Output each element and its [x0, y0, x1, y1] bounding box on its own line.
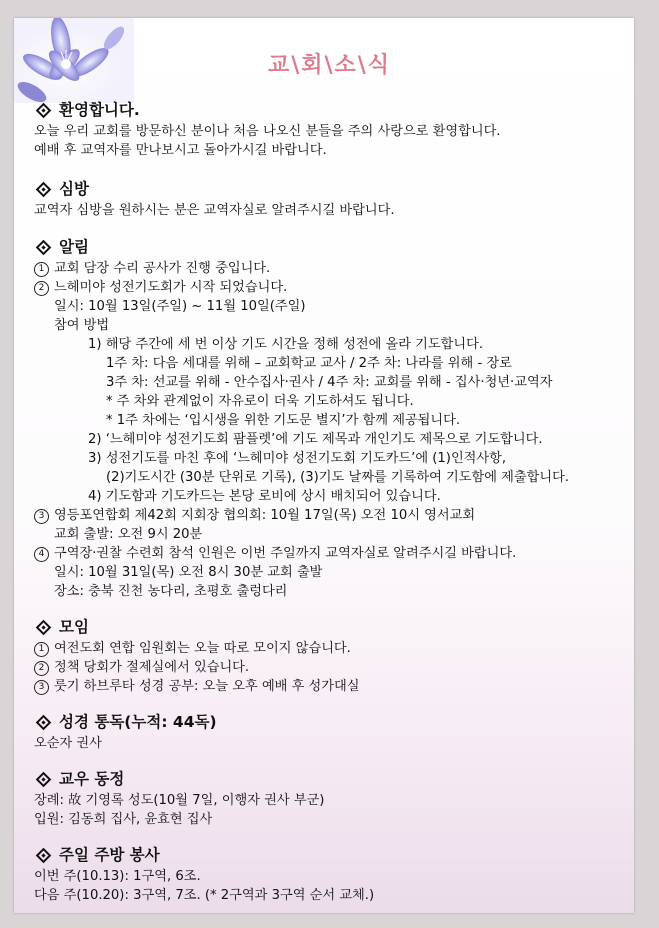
section-heading: 교우 동정	[59, 770, 125, 788]
text-line: 4) 기도함과 기도카드는 본당 로비에 상시 배치되어 있습니다.	[88, 489, 441, 504]
text-line: 장례: 故 기영록 성도(10월 7일, 이행자 권사 부군)	[34, 793, 325, 808]
page-title: 교\회\소\식	[267, 52, 392, 78]
text-line: 다음 주(10.20): 3구역, 7조. (* 2구역과 3구역 순서 교체.)	[34, 888, 375, 903]
text-line: 이번 주(10.13): 1구역, 6조.	[34, 869, 201, 884]
diamond-bullet-icon	[36, 239, 52, 255]
list-item: 2 정책 당회가 절제실에서 있습니다.	[34, 658, 634, 677]
circled-number: 1	[34, 642, 49, 657]
section-welcome	[34, 98, 634, 160]
section-heading: 환영합니다.	[59, 101, 140, 119]
text-line: * 주 차와 관계없이 자유로이 더욱 기도하셔도 됩니다.	[106, 394, 414, 409]
list-item: 1 여전도회 연합 임원회는 오늘 따로 모이지 않습니다.	[34, 639, 634, 658]
list-item: 1 교회 담장 수리 공사가 진행 중입니다.	[34, 259, 634, 278]
text-line: 3) 성전기도를 마친 후에 ‘느헤미야 성전기도회 기도카드’에 (1)인적사항,	[88, 451, 507, 466]
text-line: 교역자 심방을 원하시는 분은 교역자실로 알려주시길 바랍니다.	[34, 203, 395, 218]
section-heading: 알림	[59, 238, 89, 256]
text-line: (2)기도시간 (30분 단위로 기록), (3)기도 날짜를 기록하여 기도함에 제출합니다.	[106, 470, 570, 485]
text-line: 오순자 권사	[34, 736, 102, 751]
diamond-bullet-icon	[36, 771, 52, 787]
circled-number: 3	[34, 680, 49, 695]
list-item: 4 구역장·권찰 수련회 참석 인원은 이번 주일까지 교역자실로 알려주시길 바랍니다.	[34, 544, 634, 563]
section-heading: 모임	[59, 618, 89, 636]
section-notice	[34, 235, 634, 601]
text-line: 장소: 충북 진천 농다리, 초평호 출렁다리	[54, 584, 288, 599]
text-line: * 1주 차에는 ‘입시생을 위한 기도문 별지’가 함께 제공됩니다.	[106, 413, 461, 428]
list-item: 3 룻기 하브루타 성경 공부: 오늘 오후 예배 후 성가대실	[34, 677, 634, 696]
circled-number: 2	[34, 661, 49, 676]
section-visit	[34, 177, 634, 220]
text-line: 예배 후 교역자를 만나보시고 돌아가시길 바랍니다.	[34, 143, 327, 158]
section-kitchen-service	[34, 843, 634, 905]
text-line: 참여 방법	[54, 318, 110, 333]
section-heading: 성경 통독(누적: 44독)	[59, 713, 217, 731]
bulletin-content	[34, 98, 634, 905]
diamond-bullet-icon	[36, 102, 52, 118]
diamond-bullet-icon	[36, 619, 52, 635]
text-line: 입원: 김동희 집사, 윤효현 집사	[34, 812, 213, 827]
section-meeting	[34, 615, 634, 696]
section-heading: 심방	[59, 180, 89, 198]
diamond-bullet-icon	[36, 181, 52, 197]
circled-number: 2	[34, 281, 49, 296]
text-line: 일시: 10월 31일(목) 오전 8시 30분 교회 출발	[54, 565, 323, 580]
section-heading: 주일 주방 봉사	[59, 846, 160, 864]
list-item: 2 느헤미야 성전기도회가 시작 되었습니다.	[34, 278, 634, 297]
text-line: 교회 출발: 오전 9시 20분	[54, 527, 203, 542]
circled-number: 4	[34, 547, 49, 562]
text-line: 오늘 우리 교회를 방문하신 분이나 처음 나오신 분들을 주의 사랑으로 환영합니다.	[34, 124, 501, 139]
circled-number: 1	[34, 262, 49, 277]
text-line: 3주 차: 선교를 위해 - 안수집사·권사 / 4주 차: 교회를 위해 - 집사·청년·교역자	[106, 375, 553, 390]
list-item: 3 영등포연합회 제42회 지회장 협의회: 10월 17일(목) 오전 10시 영서교회	[34, 506, 634, 525]
text-line: 1주 차: 다음 세대를 위해 – 교회학교 교사 / 2주 차: 나라를 위해 - 장로	[106, 356, 512, 371]
circled-number: 3	[34, 509, 49, 524]
diamond-bullet-icon	[36, 847, 52, 863]
section-bible-reading	[34, 710, 634, 753]
diamond-bullet-icon	[36, 714, 52, 730]
text-line: 1) 해당 주간에 세 번 이상 기도 시간을 정해 성전에 올라 기도합니다.	[88, 337, 484, 352]
text-line: 일시: 10월 13일(주일) ~ 11월 10일(주일)	[54, 299, 306, 314]
section-members-news	[34, 767, 634, 829]
text-line: 2) ‘느헤미야 성전기도회 팜플렛’에 기도 제목과 개인기도 제목으로 기도합니다.	[88, 432, 543, 447]
